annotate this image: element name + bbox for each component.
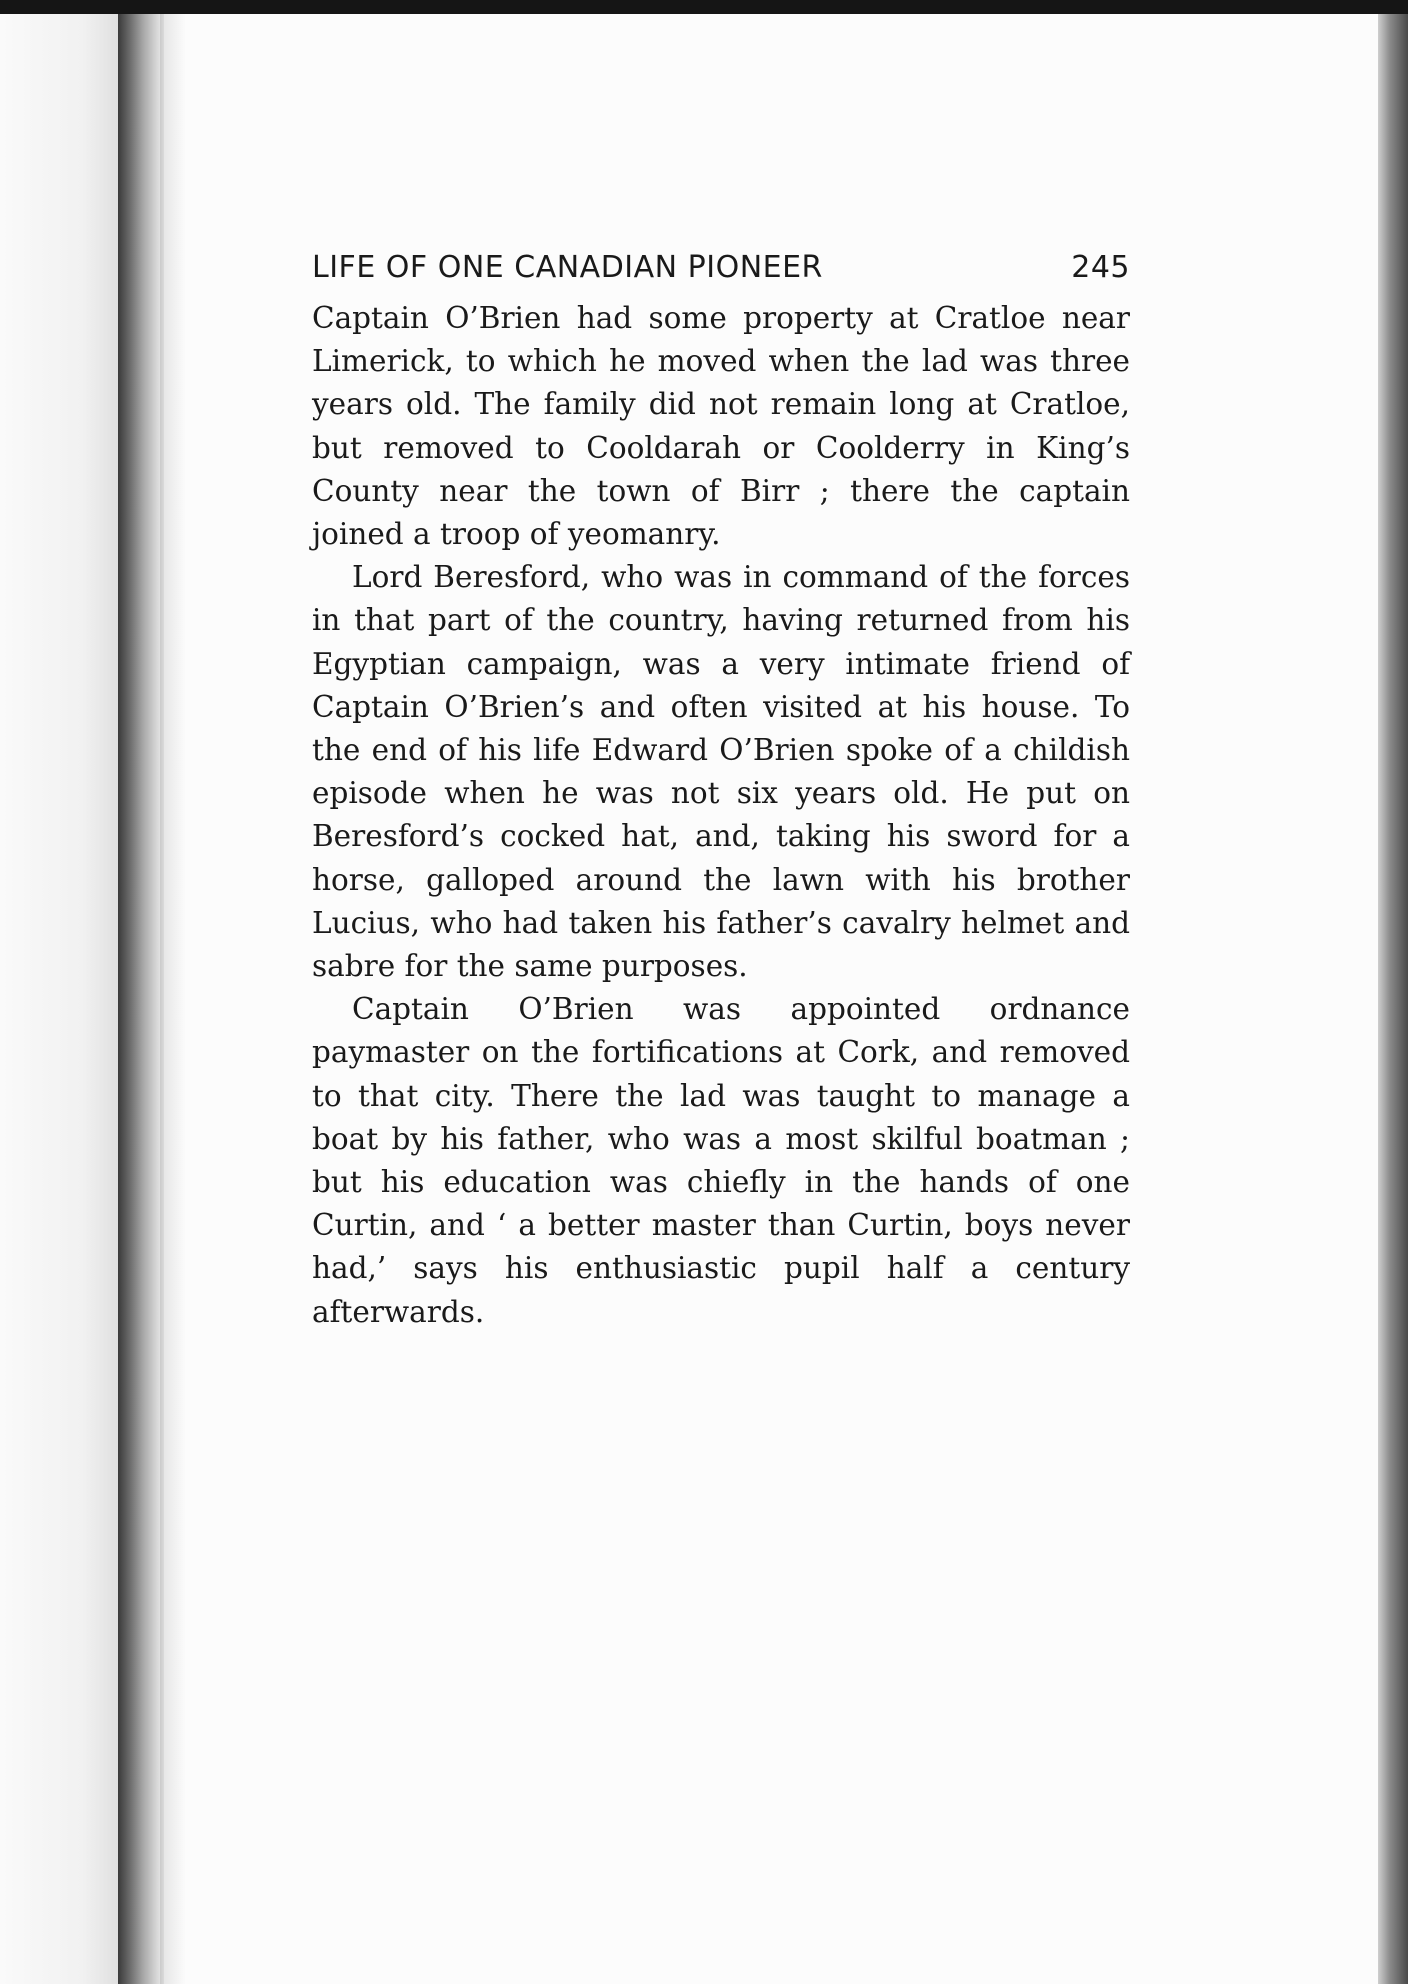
page-text-block: [312, 250, 1130, 1334]
facing-page-edge: [0, 14, 118, 1984]
book-gutter: [118, 14, 164, 1984]
page-right-edge: [1378, 14, 1408, 1984]
paragraph-2: Lord Beresford, who was in command of the forces in that part of the country, having returned from his Egyptian campaign, was a very intimate friend of Captain O’Brien’s and often visited at his house. To the end of his life Edward O’Brien spoke of a childish episode when he was not six years old. He put on Beresford’s cocked hat, and, taking his sword for a horse, galloped around the lawn with his brother Lucius, who had taken his father’s cavalry helmet and sabre for the same purposes.: [312, 560, 1130, 984]
running-title: LIFE OF ONE CANADIAN PIONEER: [312, 250, 823, 285]
running-header: [312, 250, 1130, 285]
page-number: 245: [1071, 250, 1130, 285]
scan-top-border: [0, 0, 1408, 14]
paragraph-1: Captain O’Brien had some property at Cratloe near Limerick, to which he moved when the lad was three years old. The family did not remain long at Cratloe, but removed to Cooldarah or Coolderry in King’s County near the town of Birr ; there the captain joined a troop of yeomanry.: [312, 301, 1130, 552]
gutter-shadow: [160, 14, 186, 1984]
paragraph-3: Captain O’Brien was appointed ordnance paymaster on the fortifications at Cork, and removed to that city. There the lad was taught to manage a boat by his father, who was a most skilful boatman ; but his education was chiefly in the hands of one Curtin, and ‘ a better master than Curtin, boys never had,’ says his enthusiastic pupil half a century afterwards.: [312, 992, 1130, 1329]
